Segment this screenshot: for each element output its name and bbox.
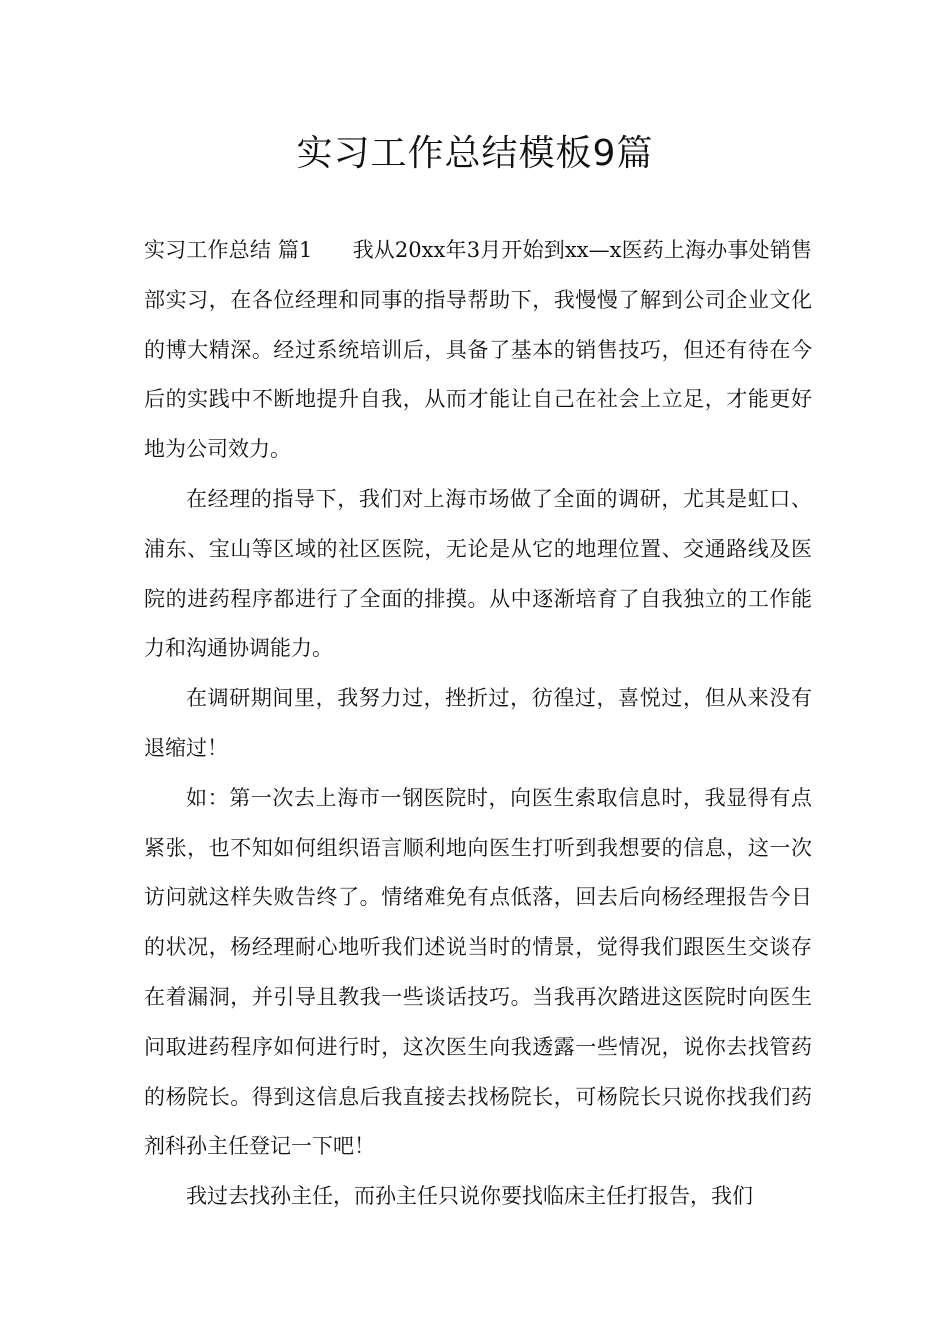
paragraph-4: 如：第一次去上海市一钢医院时，向医生索取信息时，我显得有点紧张，也不知如何组织语言顺利地向医生打听到我想要的信息，这一次访问就这样失败告终了。情绪难免有点低落，回去后向杨经理报告今日的状况，杨经理耐心地听我们述说当时的情景，觉得我们跟医生交谈存在着漏洞，并引导且教我一些谈话技巧。当我再次踏进这医院时向医生问取进药程序如何进行时，这次医生向我透露一些情况，说你去找管药的杨院长。得到这信息后我直接去找杨院长，可杨院长只说你找我们药剂科孙主任登记一下吧！ [144, 785, 812, 1159]
paragraph-1 [144, 226, 812, 475]
paragraph-3: 在调研期间里，我努力过，挫折过，彷徨过，喜悦过，但从来没有退缩过！ [144, 686, 812, 760]
paragraph-5: 我过去找孙主任，而孙主任只说你要找临床主任打报告，我们 [186, 1184, 753, 1209]
document-title: 实习工作总结模板9篇 [296, 133, 654, 174]
paragraph-1-text: 我从20xx年3月开始到xx—x医药上海办事处销售部实习，在各位经理和同事的指导帮助下，我慢慢了解到公司企业文化的博大精深。经过系统培训后，具备了基本的销售技巧，但还有待在今后的实践中不断地提升自我，从而才能让自己在社会上立足，才能更好地为公司效力。 [144, 238, 812, 462]
document-body [144, 226, 812, 1222]
section-label: 实习工作总结 篇1 [144, 238, 313, 262]
paragraph-2: 在经理的指导下，我们对上海市场做了全面的调研，尤其是虹口、浦东、宝山等区域的社区医院，无论是从它的地理位置、交通路线及医院的进药程序都进行了全面的排摸。从中逐渐培育了自我独立的工作能力和沟通协调能力。 [144, 486, 812, 661]
